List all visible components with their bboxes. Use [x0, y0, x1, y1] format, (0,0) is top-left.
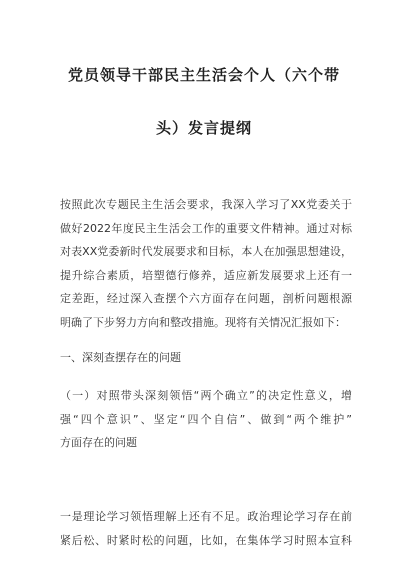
section-heading-text: 一、深刻查摆存在的问题 — [60, 351, 181, 364]
subsection-paragraph — [60, 384, 352, 455]
subsection-line: （一）对照带头深刻领悟“两个确立”的决定性意义，增 — [60, 389, 352, 402]
intro-line: 做好2022年度民主生活会工作的重要文件精神。通过对标 — [60, 221, 352, 235]
body-line: 紧后松、时紧时松的问题，比如，在集体学习时照本宣科 — [60, 533, 352, 547]
subsection-line: 强“四个意识”、坚定“四个自信”、做到“两个维护” — [60, 412, 352, 426]
document-title-line-1: 党员领导干部民主生活会个人（六个带 — [67, 66, 340, 84]
body-line: 一是理论学习领悟理解上还有不足。政治理论学习存在前 — [60, 510, 352, 523]
intro-line: 对表XX党委新时代发展要求和目标，本人在加强思想建设， — [60, 245, 352, 258]
section-heading — [60, 346, 352, 370]
intro-line: 明确了下步努力方向和整改措施。现将有关情况汇报如下： — [60, 315, 346, 329]
intro-line: 按照此次专题民主生活会要求，我深入学习了XX党委关于 — [60, 198, 352, 211]
intro-line: 提升综合素质，培塑德行修养，适应新发展要求上还有一 — [60, 268, 352, 282]
body-paragraph — [60, 505, 352, 552]
intro-line: 定差距，经过深入查摆个六方面存在问题，剖析问题根源 — [60, 292, 352, 305]
intro-paragraph — [60, 193, 352, 334]
subsection-line: 方面存在的问题 — [60, 436, 137, 449]
document-title-line-2: 头）发言提纲 — [155, 119, 252, 137]
